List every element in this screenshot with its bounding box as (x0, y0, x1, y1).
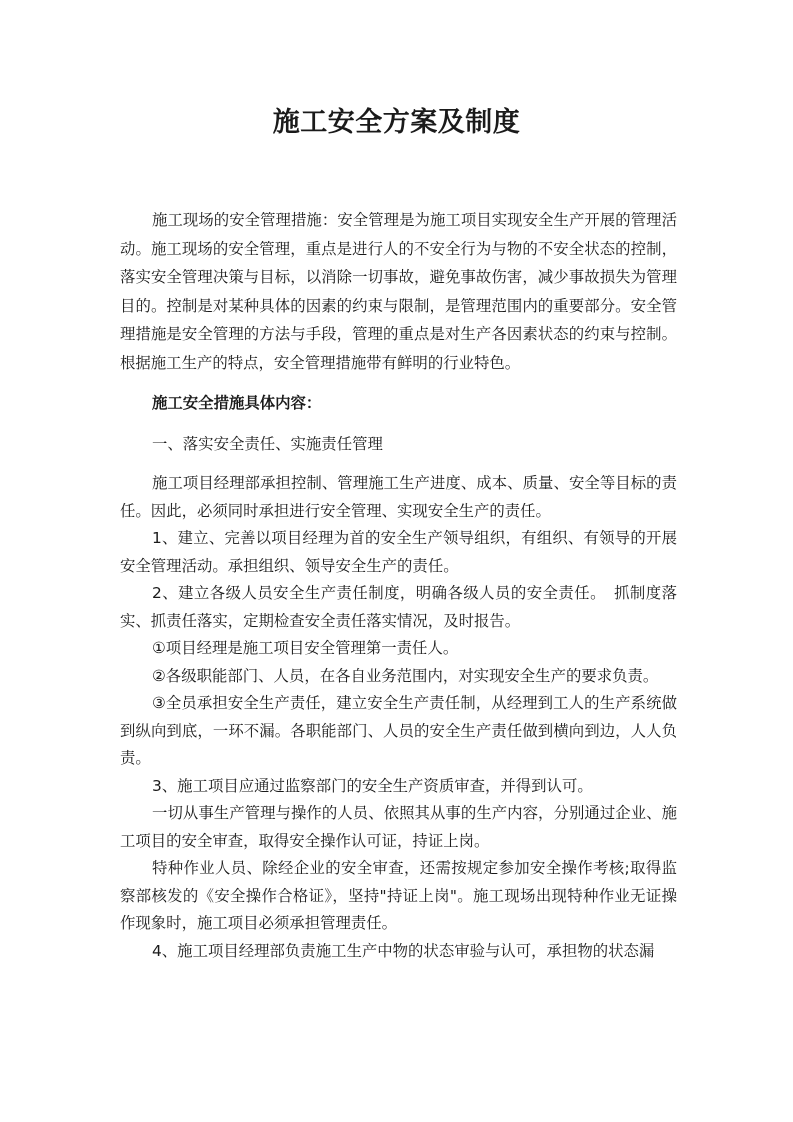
document-body (120, 206, 677, 965)
list-item: ③全员承担安全生产责任，建立安全生产责任制，从经理到工人的生产系统做到纵向到底，一环不漏。各职能部门、人员的安全生产责任做到横向到边，人人负责。 (120, 694, 677, 767)
list-item: 3、施工项目应通过监察部门的安全生产资质审查，并得到认可。 (152, 776, 593, 795)
list-item: ①项目经理是施工项目安全管理第一责任人。 (152, 639, 459, 657)
list-item: 1、建立、完善以项目经理为首的安全生产领导组织，有组织、有领导的开展安全管理活动。承担组织、领导安全生产的责任。 (120, 529, 677, 575)
intro-paragraph: 施工现场的安全管理措施：安全管理是为施工项目实现安全生产开展的管理活动。施工现场的安全管理，重点是进行人的不安全行为与物的不安全状态的控制，落实安全管理决策与目标，以消除一切事故，避免事故伤害，减少事故损失为管理目的。控制是对某种具体的因素的约束与限制，是管理范围内的重要部分。安全管理措施是安全管理的方法与手段，管理的重点是对生产各因素状态的约束与控制。根据施工生产的特点，安全管理措施带有鲜明的行业特色。 (120, 211, 677, 372)
subsection-heading: 一、落实安全责任、实施责任管理 (152, 434, 383, 453)
list-item: ②各级职能部门、人员，在各自业务范围内，对实现安全生产的要求负责。 (152, 666, 659, 685)
body-paragraph: 施工项目经理部承担控制、管理施工生产进度、成本、质量、安全等目标的责任。因此，必须同时承担进行安全管理、实现安全生产的责任。 (120, 474, 677, 520)
body-paragraph: 一切从事生产管理与操作的人员、依照其从事的生产内容，分别通过企业、施工项目的安全审查，取得安全操作认可证，持证上岗。 (120, 804, 677, 850)
section-heading: 施工安全措施具体内容： (152, 394, 322, 412)
list-item: 4、施工项目经理部负责施工生产中物的状态审验与认可，承担物的状态漏 (152, 941, 655, 960)
body-paragraph: 特种作业人员、除经企业的安全审查，还需按规定参加安全操作考核;取得监察部核发的《安全操作合格证》，坚持"持证上岗"。施工现场出现特种作业无证操作现象时，施工项目必须承担管理责任。 (120, 859, 677, 932)
page-title: 施工安全方案及制度 (272, 107, 521, 138)
list-item: 2、建立各级人员安全生产责任制度，明确各级人员的安全责任。 抓制度落实、抓责任落实，定期检查安全责任落实情况，及时报告。 (120, 584, 677, 630)
